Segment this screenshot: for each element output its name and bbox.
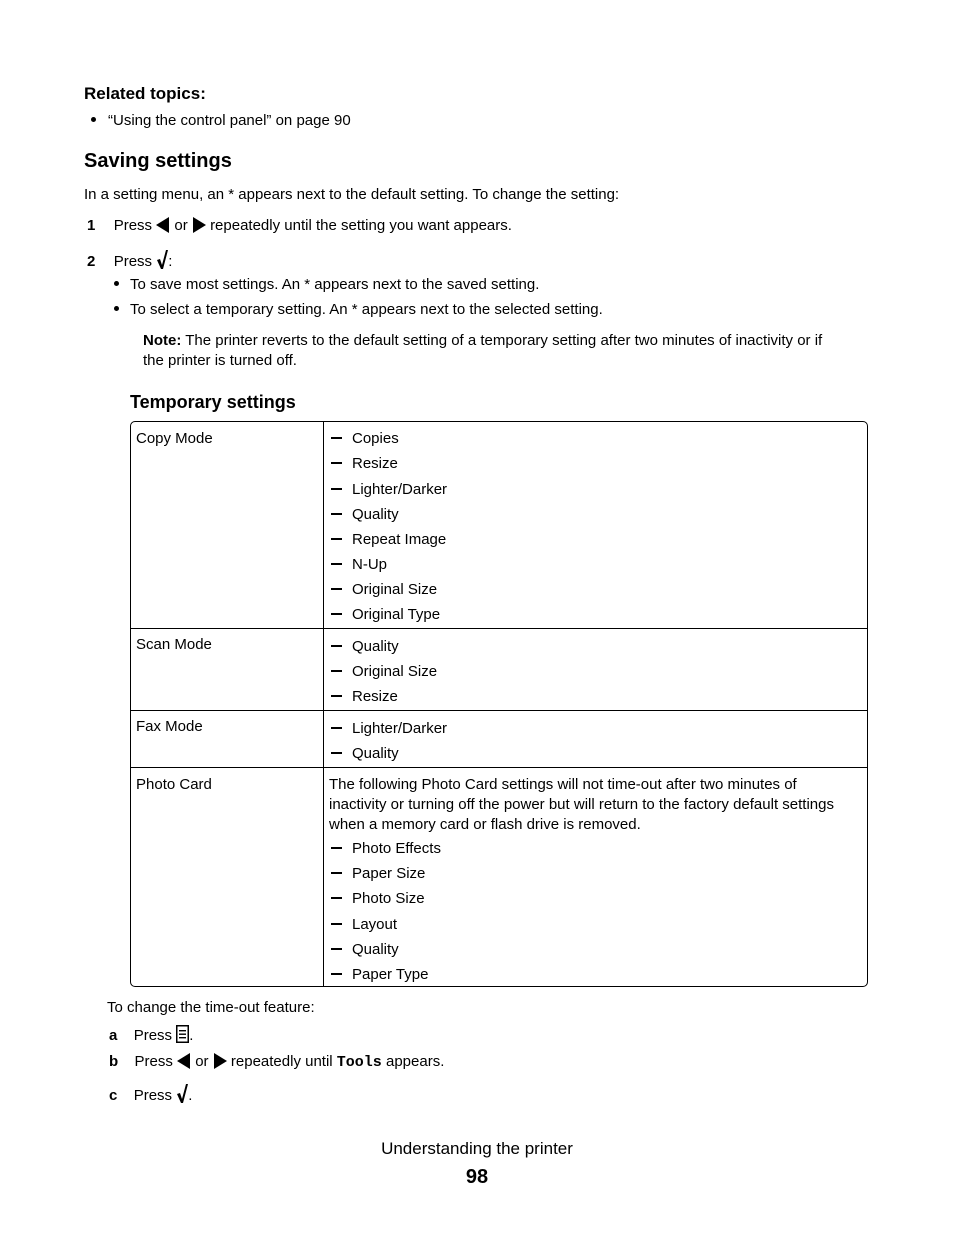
row-divider <box>131 767 867 768</box>
temporary-settings-heading: Temporary settings <box>130 392 296 412</box>
option-item: Photo Effects <box>331 839 441 859</box>
option-item: Photo Size <box>331 889 425 909</box>
note-text: The printer reverts to the default setting of a temporary setting after two minutes of inactivity or if <box>185 332 823 349</box>
bullet <box>114 281 119 286</box>
option-item: Resize <box>331 454 398 474</box>
option-item: N-Up <box>331 555 387 575</box>
column-divider <box>323 422 324 986</box>
step-text: repeatedly until the setting you want appears. <box>210 217 512 234</box>
option-item: Quality <box>331 744 399 764</box>
bullet <box>91 117 96 122</box>
step-1 <box>87 216 512 236</box>
menu-icon <box>176 1027 189 1044</box>
note-label: Note: <box>143 332 182 349</box>
timeout-step-b: b Press or repeatedly until Tools appears. <box>109 1053 445 1071</box>
right-arrow-icon <box>213 1053 227 1070</box>
photo-card-description: The following Photo Card settings will not time-out after two minutes of inactivity or turning off the power but will return to the factory default settings when a memory card or flash drive is removed. <box>329 776 834 833</box>
step-text: or <box>174 217 188 234</box>
intro-text: In a setting menu, an * appears next to the default setting. To change the setting: <box>84 186 620 203</box>
checkmark-icon <box>156 253 168 270</box>
option-item: Repeat Image <box>331 530 446 550</box>
right-arrow-icon <box>192 217 206 234</box>
option-item: Copies <box>331 429 399 449</box>
option-item: Quality <box>331 940 399 960</box>
left-arrow-icon <box>177 1053 191 1070</box>
timeout-intro: To change the time-out feature: <box>107 999 315 1016</box>
option-item: Paper Type <box>331 965 428 985</box>
option-item: Quality <box>331 505 399 525</box>
option-item: Quality <box>331 637 399 657</box>
step-text: Press <box>113 253 153 270</box>
row-divider <box>131 710 867 711</box>
section-title: Saving settings <box>84 150 232 172</box>
row-label-copy-mode: Copy Mode <box>136 430 213 447</box>
option-item: Paper Size <box>331 864 425 884</box>
note <box>143 331 822 351</box>
row-label-photo-card: Photo Card <box>136 776 212 793</box>
row-divider <box>131 628 867 629</box>
step-number: 2 <box>87 253 96 270</box>
settings-table <box>130 421 868 987</box>
step-text: : <box>168 253 173 270</box>
tools-code: Tools <box>336 1054 382 1071</box>
bullet-text: To select a temporary setting. An * appears next to the selected setting. <box>130 301 603 318</box>
step-text: Press <box>113 217 153 234</box>
option-item: Original Type <box>331 605 440 625</box>
step-2 <box>87 249 172 272</box>
bullet <box>114 306 119 311</box>
bullet-text: To save most settings. An * appears next to the saved setting. <box>130 276 540 293</box>
page-number: 98 <box>465 1166 489 1188</box>
note-text-line2: the printer is turned off. <box>143 352 297 369</box>
row-label-scan-mode: Scan Mode <box>136 636 212 653</box>
option-item: Lighter/Darker <box>331 480 447 500</box>
timeout-step-c: c Press . <box>109 1083 192 1106</box>
option-item: Original Size <box>331 580 437 600</box>
option-item: Layout <box>331 915 397 935</box>
left-arrow-icon <box>156 217 170 234</box>
row-label-fax-mode: Fax Mode <box>136 718 203 735</box>
option-item: Original Size <box>331 662 437 682</box>
option-item: Lighter/Darker <box>331 719 447 739</box>
related-link[interactable]: “Using the control panel” on page 90 <box>108 112 351 129</box>
step-number: 1 <box>87 217 96 234</box>
timeout-step-a: a Press . <box>109 1027 194 1044</box>
option-item: Resize <box>331 687 398 707</box>
checkmark-icon <box>176 1087 188 1104</box>
footer-title: Understanding the printer <box>381 1139 573 1158</box>
related-topics-heading: Related topics: <box>84 84 206 103</box>
